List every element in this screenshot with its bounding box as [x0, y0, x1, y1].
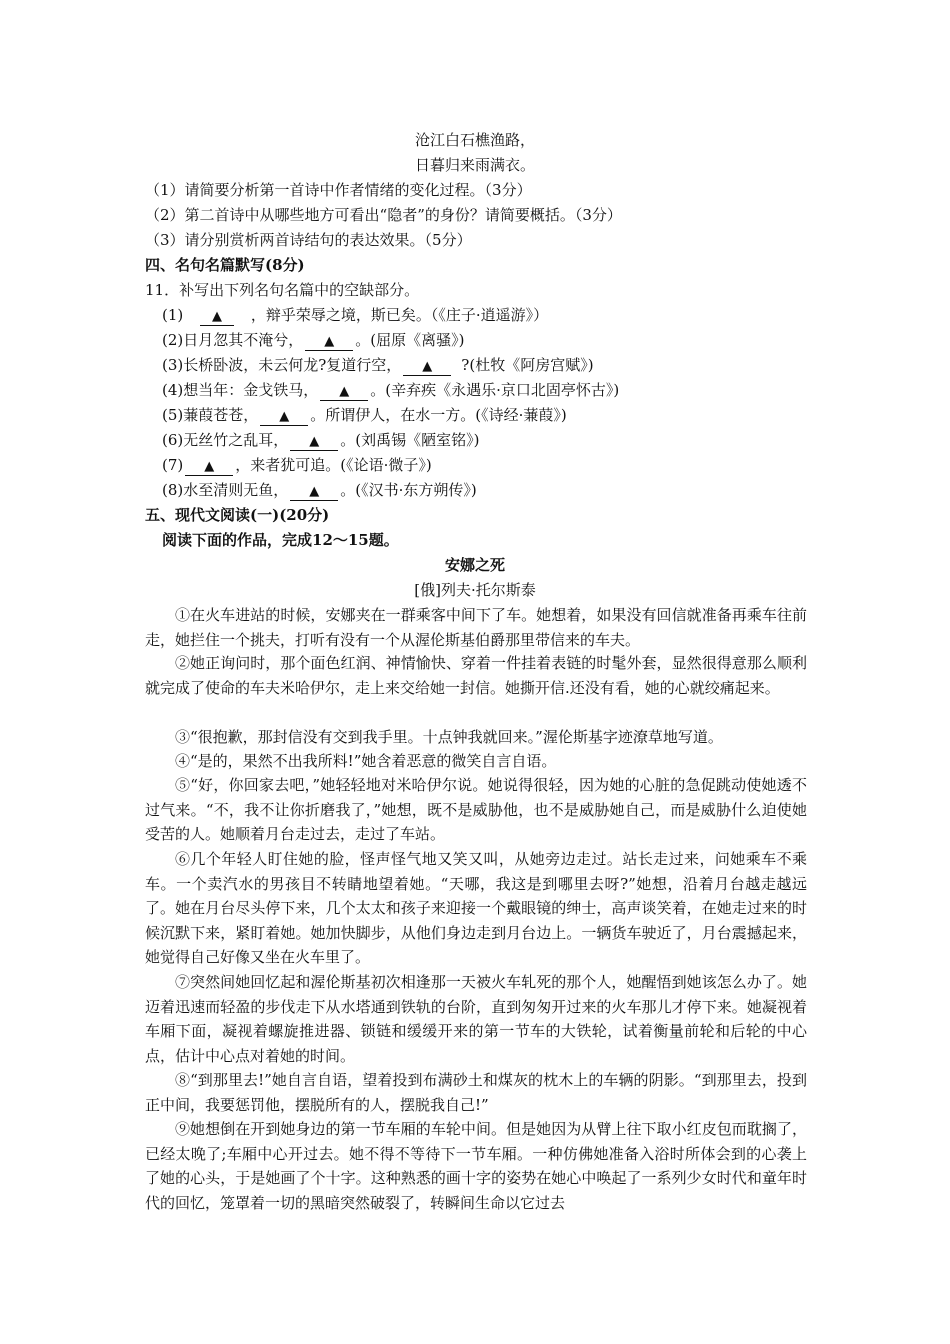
question-2: （2）第二首诗中从哪些地方可看出“隐者”的身份？请简要概括。（3分） [145, 206, 622, 224]
fill-item-1: (1) ▲ ，辩乎荣辱之境，斯已矣。（《庄子·逍遥游》） [162, 306, 549, 324]
article-paragraph-3: ③“很抱歉，那封信没有交到我手里。十点钟我就回来。”渥伦斯基字迹潦草地写道。 [175, 728, 723, 746]
answer-blank[interactable]: ▲ [185, 457, 233, 476]
fill-item-4: (4)想当年：金戈铁马， ▲ 。(辛弃疾《永遇乐·京口北固亭怀古》) [162, 381, 620, 399]
answer-blank[interactable]: ▲ [260, 407, 308, 426]
article-paragraph-6: ⑥几个年轻人盯住她的脸，怪声怪气地又笑又叫，从她旁边走过。站长走过来，问她乘车不乘车。一个卖汽水的男孩目不转睛地望着她。“天哪，我这是到哪里去呀?”她想，沿着月台越走越远了。她在月台尽头停下来，几个太太和孩子来迎接一个戴眼镜的绅士，高声谈笑着，在她走过来的时候沉默下来，紧盯着她。她加快脚步，从他们身边走到月台边上。一辆货车驶近了，月台震撼起来，她觉得自己好像又坐在火车里了。 [145, 850, 807, 967]
answer-blank[interactable]: ▲ [320, 382, 368, 401]
article-paragraph-7: ⑦突然间她回忆起和渥伦斯基初次相逢那一天被火车轧死的那个人，她醒悟到她该怎么办了。她迈着迅速而轻盈的步伐走下从水塔通到铁轨的台阶，直到匆匆开过来的火车那儿才停下来。她凝视着车厢下面，凝视着螺旋推进器、锁链和缓缓开来的第一节车的大铁轮，试着衡量前轮和后轮的中心点，估计中心点对着她的时间。 [145, 973, 807, 1065]
article-paragraph-2: ②她正询问时，那个面色红润、神情愉快、穿着一件挂着表链的时髦外套，显然很得意那么顺利就完成了使命的车夫米哈伊尔，走上来交给她一封信。她撕开信.还没有看，她的心就绞痛起来。 [145, 654, 807, 697]
answer-blank[interactable]: ▲ [305, 332, 353, 351]
fill-item-2: (2)日月忽其不淹兮， ▲ 。(屈原《离骚》) [162, 331, 465, 349]
section-5-instruction: 阅读下面的作品，完成12～15题。 [162, 531, 399, 549]
section-4-intro: 11．补写出下列名句名篇中的空缺部分。 [145, 281, 420, 299]
fill-item-8: (8)水至清则无鱼， ▲ 。(《汉书·东方朔传》) [162, 481, 477, 499]
answer-blank[interactable]: ▲ [290, 482, 338, 501]
article-paragraph-8: ⑧“到那里去!”她自言自语，望着投到布满砂土和煤灰的枕木上的车辆的阴影。“到那里去，投到正中间，我要惩罚他，摆脱所有的人，摆脱我自己!” [145, 1071, 807, 1114]
poem-line-2: 日暮归来雨满衣。 [414, 156, 535, 174]
question-1: （1）请简要分析第一首诗中作者情绪的变化过程。（3分） [145, 181, 532, 199]
section-5-title: 五、现代文阅读(一)(20分) [145, 506, 330, 524]
fill-item-5: (5)蒹葭苍苍， ▲ 。所谓伊人，在水一方。(《诗经·蒹葭》) [162, 406, 567, 424]
question-3: （3）请分别赏析两首诗结句的表达效果。（5分） [145, 231, 472, 249]
article-paragraph-1: ①在火车进站的时候，安娜夹在一群乘客中间下了车。她想着，如果没有回信就准备再乘车往前走，她拦住一个挑夫，打听有没有一个从渥伦斯基伯爵那里带信来的车夫。 [145, 606, 807, 649]
fill-item-6: (6)无丝竹之乱耳， ▲ 。(刘禹锡《陋室铭》) [162, 431, 480, 449]
article-author: [俄]列夫·托尔斯泰 [414, 581, 536, 599]
answer-blank[interactable]: ▲ [403, 357, 451, 376]
answer-blank[interactable]: ▲ [290, 432, 338, 451]
fill-item-3: (3)长桥卧波，未云何龙?复道行空， ▲ ?(杜牧《阿房宫赋》) [162, 356, 594, 374]
article-paragraph-9: ⑨她想倒在开到她身边的第一节车厢的车轮中间。但是她因为从臂上往下取小红皮包而耽搁了，已经太晚了;车厢中心开过去。她不得不等待下一节车厢。一种仿佛她准备入浴时所体会到的心袭上了她的心头，于是她画了个十字。这种熟悉的画十字的姿势在她心中唤起了一系列少女时代和童年时代的回忆，笼罩着一切的黑暗突然破裂了，转瞬间生命以它过去 [145, 1120, 807, 1212]
fill-item-7: (7) ▲ ，来者犹可追。(《论语·微子》) [162, 456, 432, 474]
section-4-title: 四、名句名篇默写(8分) [145, 256, 305, 274]
article-title: 安娜之死 [444, 556, 505, 574]
poem-line-1: 沧江白石樵渔路， [414, 131, 535, 149]
answer-blank[interactable]: ▲ [200, 307, 234, 326]
article-paragraph-4: ④“是的，果然不出我所料!”她含着恶意的微笑自言自语。 [175, 752, 557, 770]
article-paragraph-5: ⑤“好，你回家去吧，”她轻轻地对米哈伊尔说。她说得很轻，因为她的心脏的急促跳动使她透不过气来。“不，我不让你折磨我了，”她想，既不是威胁他，也不是威胁她自己，而是威胁什么迫使她受苦的人。她顺着月台走过去，走过了车站。 [145, 776, 807, 844]
